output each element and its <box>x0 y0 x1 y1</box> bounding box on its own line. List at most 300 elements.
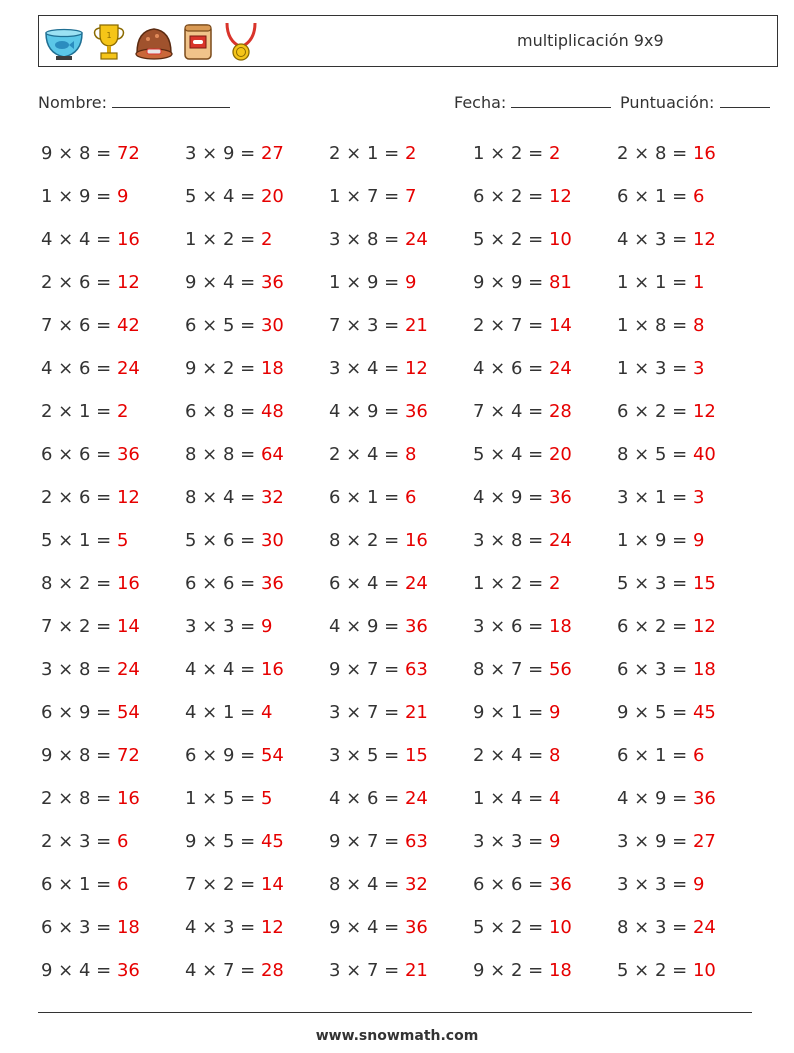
problem-answer: 4 <box>548 788 561 809</box>
problem-item <box>617 777 716 820</box>
problem-item <box>185 304 284 347</box>
problem-question: 2 × 1 = <box>41 401 117 422</box>
problem-answer: 1 <box>692 272 705 293</box>
problem-answer: 32 <box>260 487 284 508</box>
problem-item <box>329 863 428 906</box>
problem-answer: 7 <box>404 186 417 207</box>
problem-item <box>329 949 428 992</box>
problem-item <box>473 605 572 648</box>
problem-answer: 36 <box>404 917 428 938</box>
problem-item <box>617 347 704 390</box>
problem-question: 6 × 6 = <box>41 444 117 465</box>
problem-question: 4 × 3 = <box>617 229 693 250</box>
problem-question: 4 × 6 = <box>41 358 117 379</box>
problem-question: 9 × 5 = <box>185 831 261 852</box>
problem-answer: 63 <box>404 659 428 680</box>
problem-question: 1 × 9 = <box>41 186 117 207</box>
date-blank <box>511 93 611 108</box>
problem-answer: 12 <box>692 229 716 250</box>
problem-item <box>473 175 572 218</box>
problem-answer: 21 <box>404 702 428 723</box>
problem-item <box>329 777 428 820</box>
problem-item <box>329 476 416 519</box>
problem-question: 6 × 9 = <box>185 745 261 766</box>
problem-answer: 16 <box>692 143 716 164</box>
problem-answer: 4 <box>260 702 273 723</box>
problem-answer: 56 <box>548 659 572 680</box>
score-label: Puntuación: <box>620 93 715 112</box>
problem-item <box>185 519 284 562</box>
problem-item <box>185 261 284 304</box>
problem-item <box>617 175 704 218</box>
problem-question: 7 × 4 = <box>473 401 549 422</box>
problem-item <box>617 304 704 347</box>
problem-item <box>41 562 140 605</box>
problem-question: 3 × 8 = <box>473 530 549 551</box>
problem-item <box>329 648 428 691</box>
problem-question: 6 × 3 = <box>617 659 693 680</box>
problem-answer: 24 <box>692 917 716 938</box>
problem-item <box>473 476 572 519</box>
problem-answer: 16 <box>116 229 140 250</box>
problem-item <box>185 390 284 433</box>
problem-question: 1 × 5 = <box>185 788 261 809</box>
problem-question: 3 × 8 = <box>41 659 117 680</box>
problem-question: 4 × 3 = <box>185 917 261 938</box>
problem-item <box>41 777 140 820</box>
problem-item <box>617 132 716 175</box>
problem-question: 9 × 2 = <box>473 960 549 981</box>
fish-bowl-icon <box>43 21 85 63</box>
problem-answer: 30 <box>260 530 284 551</box>
problem-item <box>617 476 704 519</box>
problem-answer: 3 <box>692 487 705 508</box>
problem-question: 7 × 3 = <box>329 315 405 336</box>
problem-answer: 18 <box>548 616 572 637</box>
problem-item <box>41 734 140 777</box>
problem-item <box>329 519 428 562</box>
svg-text:1: 1 <box>106 31 112 40</box>
problem-item <box>329 304 428 347</box>
problem-item <box>41 906 140 949</box>
problem-question: 6 × 1 = <box>41 874 117 895</box>
problem-question: 9 × 1 = <box>473 702 549 723</box>
problem-item <box>329 562 428 605</box>
problem-question: 4 × 9 = <box>329 401 405 422</box>
problem-answer: 24 <box>116 659 140 680</box>
problem-item <box>473 863 572 906</box>
problem-question: 5 × 2 = <box>617 960 693 981</box>
problem-answer: 16 <box>260 659 284 680</box>
problem-answer: 12 <box>692 616 716 637</box>
problem-item <box>617 734 704 777</box>
problem-item <box>185 777 272 820</box>
problem-answer: 45 <box>692 702 716 723</box>
problem-answer: 2 <box>260 229 273 250</box>
problem-question: 3 × 1 = <box>617 487 693 508</box>
problem-item <box>617 949 716 992</box>
problem-item <box>617 433 716 476</box>
problem-question: 8 × 2 = <box>329 530 405 551</box>
problem-item <box>617 519 704 562</box>
problem-question: 4 × 9 = <box>617 788 693 809</box>
problem-question: 2 × 4 = <box>473 745 549 766</box>
problem-answer: 20 <box>548 444 572 465</box>
problem-question: 3 × 3 = <box>473 831 549 852</box>
problem-answer: 12 <box>260 917 284 938</box>
problem-answer: 14 <box>260 874 284 895</box>
problem-item <box>41 132 140 175</box>
problem-question: 6 × 2 = <box>617 616 693 637</box>
problem-item <box>617 562 716 605</box>
problem-item <box>185 949 284 992</box>
problem-question: 6 × 3 = <box>41 917 117 938</box>
problem-question: 8 × 2 = <box>41 573 117 594</box>
problem-item <box>473 949 572 992</box>
problem-item <box>473 261 572 304</box>
problem-answer: 27 <box>692 831 716 852</box>
problem-question: 5 × 1 = <box>41 530 117 551</box>
problem-answer: 30 <box>260 315 284 336</box>
problem-answer: 36 <box>116 444 140 465</box>
problem-answer: 27 <box>260 143 284 164</box>
problem-answer: 45 <box>260 831 284 852</box>
problem-question: 5 × 2 = <box>473 917 549 938</box>
medal-icon <box>221 21 261 63</box>
problem-item <box>329 390 428 433</box>
problem-answer: 40 <box>692 444 716 465</box>
problem-answer: 24 <box>116 358 140 379</box>
problem-answer: 72 <box>116 745 140 766</box>
problem-item <box>473 777 560 820</box>
problem-question: 4 × 9 = <box>473 487 549 508</box>
problem-item <box>329 605 428 648</box>
problem-question: 3 × 9 = <box>185 143 261 164</box>
problem-answer: 18 <box>260 358 284 379</box>
problem-question: 1 × 9 = <box>617 530 693 551</box>
problem-question: 8 × 4 = <box>329 874 405 895</box>
problem-question: 9 × 7 = <box>329 659 405 680</box>
footer-rule <box>38 1012 752 1013</box>
problem-question: 9 × 5 = <box>617 702 693 723</box>
problem-question: 8 × 7 = <box>473 659 549 680</box>
problem-answer: 10 <box>548 917 572 938</box>
problem-question: 8 × 8 = <box>185 444 261 465</box>
problem-item <box>41 433 140 476</box>
problem-question: 2 × 6 = <box>41 487 117 508</box>
problem-question: 6 × 9 = <box>41 702 117 723</box>
problem-answer: 10 <box>692 960 716 981</box>
problem-item <box>329 820 428 863</box>
problem-answer: 21 <box>404 315 428 336</box>
problem-answer: 9 <box>404 272 417 293</box>
problem-item <box>329 734 428 777</box>
problem-question: 7 × 2 = <box>185 874 261 895</box>
problem-question: 3 × 3 = <box>617 874 693 895</box>
problem-question: 9 × 4 = <box>329 917 405 938</box>
problem-question: 4 × 4 = <box>41 229 117 250</box>
problem-item <box>41 476 140 519</box>
problem-item <box>617 820 716 863</box>
problem-answer: 64 <box>260 444 284 465</box>
date-label: Fecha: <box>454 93 507 112</box>
problem-question: 7 × 6 = <box>41 315 117 336</box>
problem-answer: 28 <box>260 960 284 981</box>
problem-item <box>41 691 140 734</box>
problem-question: 2 × 8 = <box>617 143 693 164</box>
problem-answer: 9 <box>548 831 561 852</box>
problem-question: 5 × 6 = <box>185 530 261 551</box>
problem-answer: 36 <box>260 573 284 594</box>
problem-item <box>185 863 284 906</box>
problem-question: 1 × 2 = <box>473 143 549 164</box>
problem-question: 9 × 4 = <box>185 272 261 293</box>
problem-item <box>329 906 428 949</box>
problem-answer: 12 <box>116 272 140 293</box>
problem-item <box>329 132 416 175</box>
problem-question: 4 × 6 = <box>329 788 405 809</box>
problem-question: 5 × 4 = <box>473 444 549 465</box>
problem-answer: 28 <box>548 401 572 422</box>
problem-answer: 12 <box>692 401 716 422</box>
dog-food-bag-icon <box>181 21 215 63</box>
problem-item <box>473 347 572 390</box>
problem-answer: 6 <box>116 874 129 895</box>
problem-item <box>41 390 128 433</box>
problem-item <box>329 218 428 261</box>
problem-question: 1 × 3 = <box>617 358 693 379</box>
problem-answer: 18 <box>548 960 572 981</box>
problem-question: 5 × 3 = <box>617 573 693 594</box>
problem-item <box>329 347 428 390</box>
problem-item <box>617 261 704 304</box>
problem-question: 9 × 7 = <box>329 831 405 852</box>
problem-answer: 36 <box>404 401 428 422</box>
problem-item <box>41 261 140 304</box>
problem-question: 5 × 2 = <box>473 229 549 250</box>
problem-answer: 16 <box>116 788 140 809</box>
problem-question: 5 × 4 = <box>185 186 261 207</box>
date-field <box>454 93 611 112</box>
problem-answer: 9 <box>692 874 705 895</box>
problem-answer: 18 <box>692 659 716 680</box>
problem-item <box>617 218 716 261</box>
problem-question: 2 × 3 = <box>41 831 117 852</box>
problem-answer: 16 <box>116 573 140 594</box>
problem-question: 1 × 8 = <box>617 315 693 336</box>
problem-item <box>41 218 140 261</box>
problem-question: 3 × 5 = <box>329 745 405 766</box>
problem-item <box>41 605 140 648</box>
problem-answer: 36 <box>260 272 284 293</box>
problem-question: 4 × 6 = <box>473 358 549 379</box>
problem-item <box>185 820 284 863</box>
problem-answer: 6 <box>404 487 417 508</box>
score-blank <box>720 93 770 108</box>
problem-question: 3 × 4 = <box>329 358 405 379</box>
problem-answer: 54 <box>260 745 284 766</box>
problem-question: 2 × 7 = <box>473 315 549 336</box>
problem-question: 9 × 8 = <box>41 143 117 164</box>
problem-answer: 36 <box>116 960 140 981</box>
problem-answer: 5 <box>116 530 129 551</box>
problem-item <box>473 433 572 476</box>
problem-answer: 21 <box>404 960 428 981</box>
problem-item <box>617 390 716 433</box>
header-icons <box>43 20 261 64</box>
problem-item <box>329 175 416 218</box>
problem-item <box>617 691 716 734</box>
problem-answer: 2 <box>548 143 561 164</box>
footer-url: www.snowmath.com <box>315 1028 479 1044</box>
problem-answer: 15 <box>404 745 428 766</box>
trophy-icon <box>91 21 127 63</box>
problem-question: 8 × 4 = <box>185 487 261 508</box>
problem-question: 3 × 6 = <box>473 616 549 637</box>
problem-item <box>185 605 272 648</box>
problem-question: 2 × 8 = <box>41 788 117 809</box>
problem-item <box>41 304 140 347</box>
problem-question: 4 × 4 = <box>185 659 261 680</box>
problem-question: 2 × 6 = <box>41 272 117 293</box>
problem-item <box>185 218 272 261</box>
problem-answer: 36 <box>548 874 572 895</box>
problem-question: 1 × 7 = <box>329 186 405 207</box>
problem-answer: 15 <box>692 573 716 594</box>
problem-question: 1 × 9 = <box>329 272 405 293</box>
problem-question: 2 × 4 = <box>329 444 405 465</box>
problem-answer: 72 <box>116 143 140 164</box>
problem-answer: 9 <box>692 530 705 551</box>
problem-item <box>185 433 284 476</box>
problem-question: 4 × 9 = <box>329 616 405 637</box>
problem-item <box>473 132 560 175</box>
problem-item <box>473 390 572 433</box>
problem-question: 6 × 5 = <box>185 315 261 336</box>
problem-question: 3 × 9 = <box>617 831 693 852</box>
problem-answer: 12 <box>548 186 572 207</box>
problem-answer: 5 <box>260 788 273 809</box>
problem-item <box>473 734 560 777</box>
problem-question: 6 × 1 = <box>329 487 405 508</box>
problem-question: 3 × 3 = <box>185 616 261 637</box>
problem-answer: 8 <box>404 444 417 465</box>
problem-question: 9 × 4 = <box>41 960 117 981</box>
problem-answer: 24 <box>404 229 428 250</box>
problem-question: 9 × 2 = <box>185 358 261 379</box>
problem-item <box>41 347 140 390</box>
problem-answer: 9 <box>116 186 129 207</box>
problem-answer: 8 <box>548 745 561 766</box>
problem-answer: 63 <box>404 831 428 852</box>
problem-item <box>41 648 140 691</box>
score-field <box>620 93 770 112</box>
problem-question: 3 × 7 = <box>329 960 405 981</box>
problem-question: 2 × 1 = <box>329 143 405 164</box>
problem-answer: 42 <box>116 315 140 336</box>
problem-question: 3 × 8 = <box>329 229 405 250</box>
problem-answer: 20 <box>260 186 284 207</box>
problem-answer: 6 <box>692 186 705 207</box>
name-blank <box>112 93 230 108</box>
problem-item <box>41 820 128 863</box>
problem-item <box>473 648 572 691</box>
sheet-title: multiplicación 9x9 <box>517 31 664 50</box>
problem-item <box>473 562 560 605</box>
problem-question: 6 × 8 = <box>185 401 261 422</box>
problem-item <box>473 218 572 261</box>
problem-question: 6 × 2 = <box>473 186 549 207</box>
problem-answer: 32 <box>404 874 428 895</box>
problem-question: 1 × 4 = <box>473 788 549 809</box>
problem-answer: 24 <box>548 530 572 551</box>
problem-answer: 14 <box>116 616 140 637</box>
name-label: Nombre: <box>38 93 107 112</box>
problem-answer: 54 <box>116 702 140 723</box>
problem-question: 6 × 4 = <box>329 573 405 594</box>
problem-question: 9 × 9 = <box>473 272 549 293</box>
problem-question: 1 × 2 = <box>185 229 261 250</box>
problem-answer: 2 <box>116 401 129 422</box>
problem-item <box>617 648 716 691</box>
problem-question: 8 × 3 = <box>617 917 693 938</box>
problem-answer: 10 <box>548 229 572 250</box>
problem-item <box>329 261 416 304</box>
problem-question: 9 × 8 = <box>41 745 117 766</box>
problem-answer: 36 <box>692 788 716 809</box>
problem-item <box>41 519 128 562</box>
problem-answer: 81 <box>548 272 572 293</box>
header-box <box>38 15 778 67</box>
problem-answer: 6 <box>116 831 129 852</box>
problem-question: 1 × 2 = <box>473 573 549 594</box>
problem-item <box>617 605 716 648</box>
problem-question: 6 × 6 = <box>185 573 261 594</box>
problem-item <box>329 691 428 734</box>
problem-answer: 36 <box>548 487 572 508</box>
problem-answer: 3 <box>692 358 705 379</box>
problem-item <box>617 863 704 906</box>
problem-item <box>41 949 140 992</box>
problem-item <box>329 433 416 476</box>
problem-item <box>185 347 284 390</box>
problem-item <box>185 906 284 949</box>
problem-answer: 48 <box>260 401 284 422</box>
problem-answer: 16 <box>404 530 428 551</box>
dog-bed-icon <box>133 21 175 63</box>
problem-answer: 9 <box>260 616 273 637</box>
problem-item <box>185 476 284 519</box>
problem-answer: 36 <box>404 616 428 637</box>
problem-item <box>41 863 128 906</box>
problem-item <box>185 691 272 734</box>
name-field <box>38 93 230 112</box>
problem-answer: 24 <box>404 788 428 809</box>
problem-item <box>473 304 572 347</box>
problem-item <box>473 691 560 734</box>
problem-answer: 24 <box>404 573 428 594</box>
problem-item <box>185 175 284 218</box>
problem-question: 6 × 1 = <box>617 745 693 766</box>
problem-question: 6 × 1 = <box>617 186 693 207</box>
problem-question: 4 × 1 = <box>185 702 261 723</box>
problem-question: 7 × 2 = <box>41 616 117 637</box>
problem-answer: 12 <box>404 358 428 379</box>
problem-answer: 18 <box>116 917 140 938</box>
problem-answer: 6 <box>692 745 705 766</box>
problem-question: 3 × 7 = <box>329 702 405 723</box>
problem-answer: 24 <box>548 358 572 379</box>
